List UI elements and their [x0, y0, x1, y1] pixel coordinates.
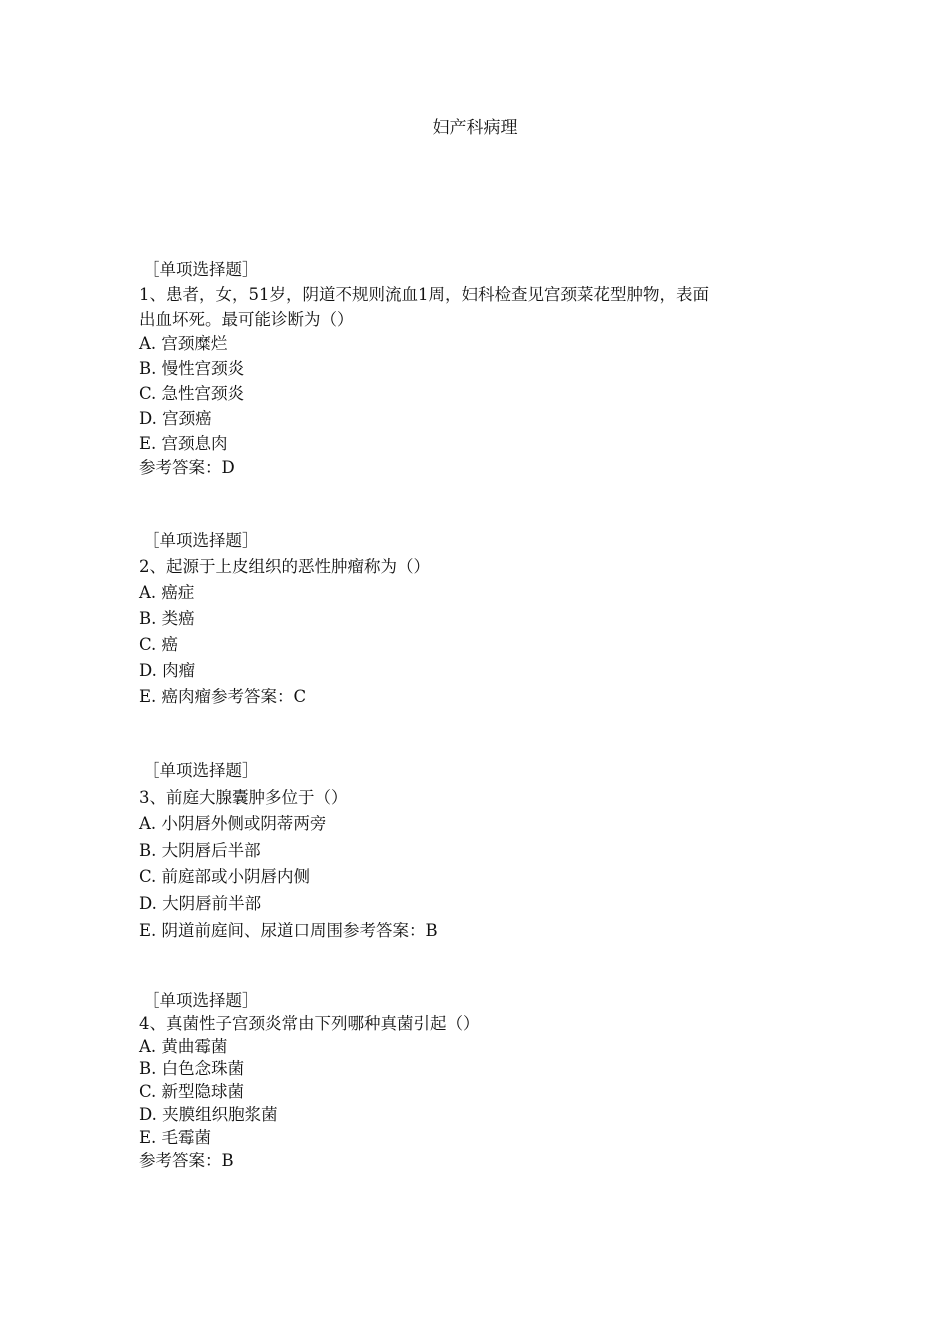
question-type-label: ［单项选择题］ — [143, 531, 259, 550]
option-a: A. 癌症 — [139, 583, 195, 602]
option-c: C. 前庭部或小阴唇内侧 — [139, 867, 311, 887]
question-3 — [139, 758, 819, 944]
option-a: A. 宫颈糜烂 — [139, 334, 228, 354]
question-type-label: ［单项选择题］ — [143, 260, 259, 279]
option-e: E. 毛霉菌 — [139, 1127, 212, 1147]
option-c: C. 癌 — [139, 635, 179, 654]
option-e-with-answer: E. 癌肉瘤参考答案：C — [139, 687, 307, 706]
question-stem: 4、真菌性子宫颈炎常由下列哪种真菌引起（） — [139, 1013, 480, 1033]
option-b: B. 慢性宫颈炎 — [139, 359, 245, 379]
option-b: B. 白色念珠菌 — [139, 1059, 245, 1079]
question-stem: 1、患者，女，51岁，阴道不规则流血1周，妇科检查见宫颈菜花型肿物，表面 — [139, 284, 709, 304]
option-b: B. 类癌 — [139, 609, 195, 628]
reference-answer: 参考答案：D — [139, 458, 235, 478]
reference-answer: 参考答案：B — [139, 1150, 234, 1170]
option-a: A. 小阴唇外侧或阴蒂两旁 — [139, 814, 327, 834]
question-4 — [139, 990, 819, 1172]
question-1 — [139, 258, 819, 481]
question-type-label: ［单项选择题］ — [143, 761, 259, 780]
question-stem-continued: 出血坏死。最可能诊断为（） — [139, 309, 354, 329]
option-e-with-answer: E. 阴道前庭间、尿道口周围参考答案：B — [139, 920, 438, 940]
option-d: D. 宫颈癌 — [139, 408, 212, 428]
option-b: B. 大阴唇后半部 — [139, 840, 261, 860]
option-d: D. 大阴唇前半部 — [139, 893, 262, 913]
question-stem: 3、前庭大腺囊肿多位于（） — [139, 787, 348, 807]
option-d: D. 夹膜组织胞浆菌 — [139, 1104, 278, 1124]
option-d: D. 肉瘤 — [139, 661, 196, 680]
option-e: E. 宫颈息肉 — [139, 433, 228, 453]
question-stem: 2、起源于上皮组织的恶性肿瘤称为（） — [139, 557, 430, 576]
question-type-label: ［单项选择题］ — [143, 991, 259, 1010]
option-c: C. 急性宫颈炎 — [139, 383, 245, 403]
option-a: A. 黄曲霉菌 — [139, 1036, 228, 1056]
option-c: C. 新型隐球菌 — [139, 1082, 245, 1102]
question-2 — [139, 528, 819, 710]
page-title: 妇产科病理 — [432, 118, 518, 138]
